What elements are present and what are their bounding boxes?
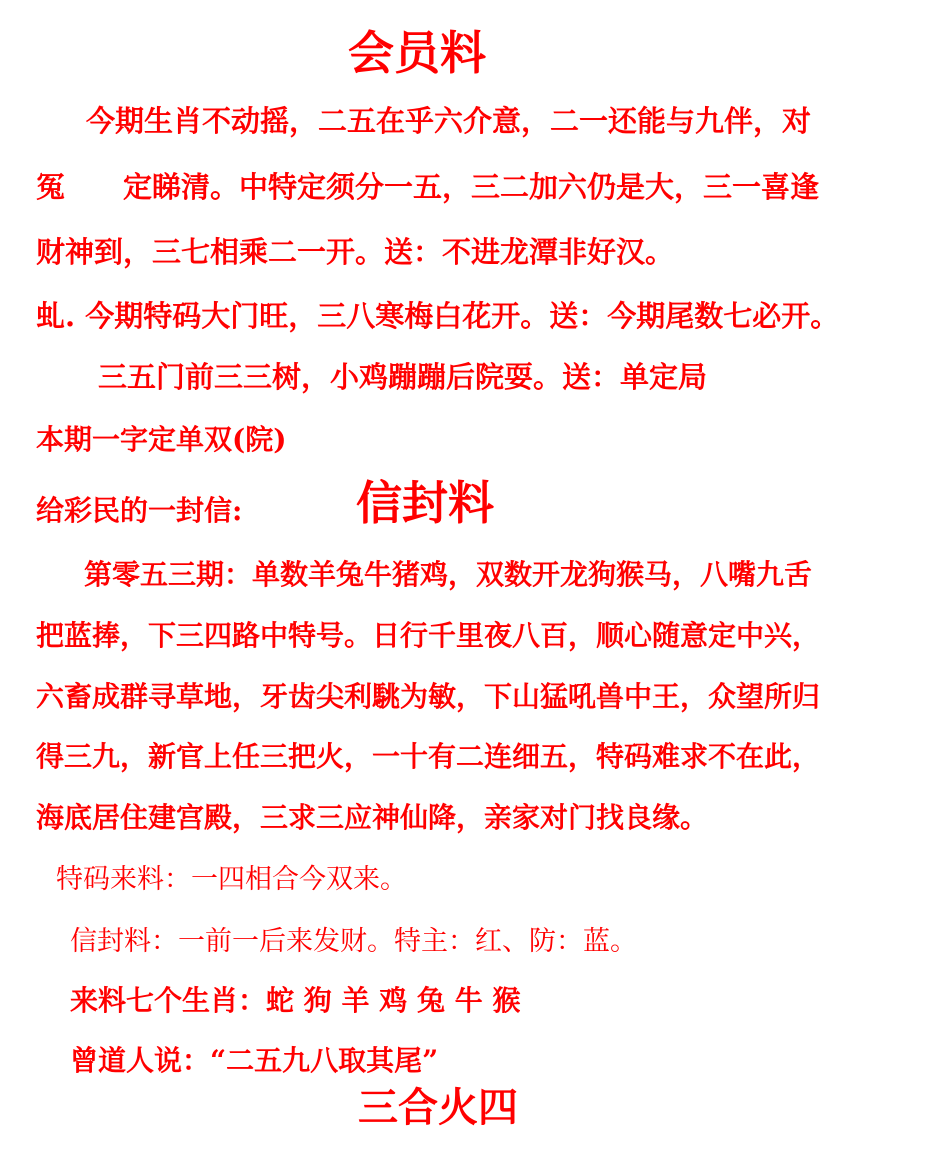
member-line-2: 冤 定睇清。中特定须分一五，三二加六仍是大，三一喜逢 bbox=[36, 170, 820, 204]
member-line-4: 虬. 今期特码大门旺，三八寒梅白花开。送：今期尾数七必开。 bbox=[36, 299, 840, 333]
letter-line-1: 第零五三期：单数羊兔牛猪鸡，双数开龙狗猴马，八嘴九舌 bbox=[84, 558, 813, 591]
letter-line-5: 海底居住建宫殿，三求三应神仙降，亲家对门找良缘。 bbox=[36, 801, 709, 834]
envelope-note: 信封料：一前一后来发财。特主：红、防：蓝。 bbox=[70, 926, 637, 957]
special-source-note: 特码来料：一四相合今双来。 bbox=[56, 864, 407, 895]
letter-line-2: 把蓝捧，下三四路中特号。日行千里夜八百，顺心随意定中兴， bbox=[36, 619, 821, 652]
taoist-saying: 曾道人说：“二五九八取其尾” bbox=[70, 1044, 439, 1077]
seven-zodiacs-note: 来料七个生肖：蛇 狗 羊 鸡 兔 牛 猴 bbox=[70, 984, 521, 1017]
letter-title: 信封料 bbox=[356, 476, 494, 530]
member-line-6: 本期一字定单双(院) bbox=[36, 423, 287, 456]
letter-line-4: 得三九，新官上任三把火，一十有二连细五，特码难求不在此， bbox=[36, 740, 821, 773]
member-line-1: 今期生肖不动摇，二五在乎六介意，二一还能与九伴，对 bbox=[86, 104, 812, 138]
member-line-5: 三五门前三三树，小鸡蹦蹦后院耍。送：单定局 bbox=[98, 360, 708, 394]
member-line-3: 财神到，三七相乘二一开。送：不进龙潭非好汉。 bbox=[36, 235, 675, 269]
footer-title: 三合火四 bbox=[358, 1084, 518, 1131]
member-title: 会员料 bbox=[348, 26, 486, 80]
letter-line-3: 六畜成群寻草地，牙齿尖利駣为敏，下山猛吼兽中王，众望所归 bbox=[36, 680, 821, 713]
letter-intro: 给彩民的一封信: bbox=[36, 494, 243, 527]
